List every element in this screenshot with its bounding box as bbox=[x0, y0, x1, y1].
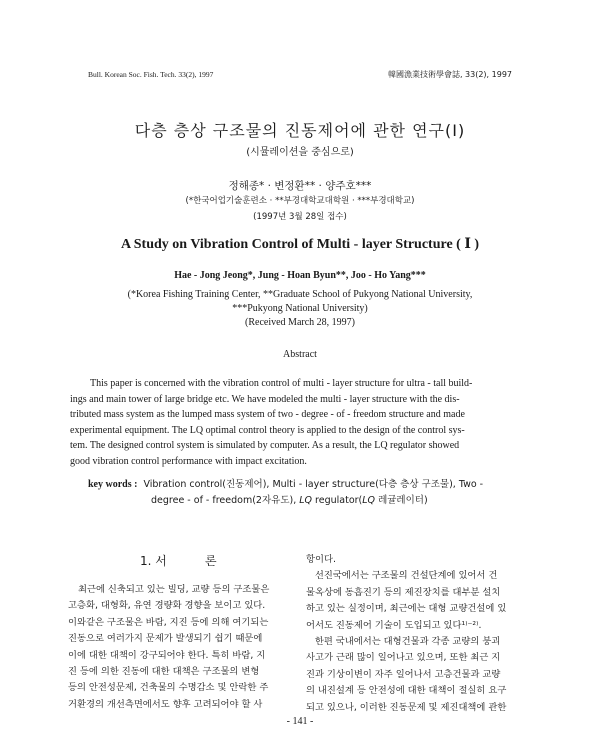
keywords-text: degree - of - freedom(2자유도), bbox=[151, 495, 300, 506]
keywords-line1 bbox=[88, 476, 483, 490]
korean-received: (1997년 3월 28일 접수) bbox=[253, 212, 347, 222]
body-line: 진동으로 여러가지 문제가 발생되기 쉽기 때문에 bbox=[68, 633, 263, 645]
body-line: 등의 안전성문제, 건축물의 수명감소 및 안락한 주 bbox=[68, 682, 269, 694]
abstract-line: tem. The designed control system is simulated by computer. As a result, the LQ regulator showed bbox=[70, 440, 460, 451]
korean-authors: 정해종* · 변정환** · 양주호*** bbox=[228, 180, 372, 192]
keywords-label: key words : bbox=[88, 479, 138, 490]
keywords-italic: LQ bbox=[362, 495, 376, 506]
keywords-italic: LQ bbox=[299, 495, 313, 506]
english-received: (Received March 28, 1997) bbox=[245, 317, 355, 328]
abstract-line: tributed mass system as the lumped mass system of two - degree - of - freedom structure and made bbox=[70, 409, 465, 420]
keywords-text: regulator( bbox=[312, 495, 363, 506]
body-line: 선진국에서는 구조물의 건설단계에 있어서 건 bbox=[306, 570, 498, 582]
abstract-heading: Abstract bbox=[283, 349, 317, 360]
body-line: 의 내진설계 등 안전성에 대한 대책이 절실히 요구 bbox=[306, 685, 507, 697]
section-heading: 1. 서 론 bbox=[140, 554, 217, 568]
english-authors: Hae - Jong Jeong*, Jung - Hoan Byun**, Joo - Ho Yang*** bbox=[174, 270, 426, 281]
body-line: 되고 있으나, 이러한 진동문제 및 제진대책에 관한 bbox=[306, 701, 507, 713]
body-line: 어서도 진동제어 기술이 도입되고 있다¹⁾⁻²⁾. bbox=[306, 619, 482, 631]
abstract-body bbox=[70, 376, 520, 469]
body-line: 한편 국내에서는 대형건물과 각종 교량의 붕괴 bbox=[306, 636, 501, 648]
korean-subtitle: (시뮬레이션을 중심으로) bbox=[246, 147, 354, 158]
abstract-line: This paper is concerned with the vibration control of multi - layer structure for ultra - tall build- bbox=[90, 378, 473, 389]
abstract-line: experimental equipment. The LQ optimal control theory is applied to the design of the control sys- bbox=[70, 424, 465, 436]
left-column bbox=[68, 582, 292, 713]
keywords-text: Vibration control(진동제어), Multi - layer structure(다층 층상 구조물), Two - bbox=[143, 479, 484, 490]
english-affiliation-line1: (*Korea Fishing Training Center, **Graduate School of Pukyong National University, bbox=[127, 289, 473, 300]
keywords-line2 bbox=[151, 492, 428, 506]
journal-header-left: Bull. Korean Soc. Fish. Tech. 33(2), 1997 bbox=[88, 70, 214, 79]
body-line: 이와같은 구조물은 바람, 지진 등에 의해 여기되는 bbox=[68, 616, 269, 628]
korean-affiliations: (*한국어업기술훈련소 · **부경대학교대학원 · ***부경대학교) bbox=[185, 196, 415, 206]
body-line: 항이다. bbox=[306, 554, 336, 565]
english-title: A Study on Vibration Control of Multi - layer Structure ( Ⅰ ) bbox=[120, 237, 480, 252]
journal-header-right: 韓國漁業技術學會誌, 33(2), 1997 bbox=[387, 70, 512, 79]
body-line: 하고 있는 실정이며, 최근에는 대형 교량건설에 있 bbox=[306, 603, 507, 615]
body-line: 최근에 신축되고 있는 빌딩, 교량 등의 구조물은 bbox=[78, 584, 270, 595]
body-line: 이에 대한 대책이 강구되어야 한다. 특히 바람, 지 bbox=[68, 649, 266, 661]
abstract-line: good vibration control performance with impact excitation. bbox=[70, 455, 307, 467]
english-affiliation-line2: ***Pukyong National University) bbox=[232, 303, 368, 314]
body-line: 거환경의 개선측면에서도 향후 고려되어야 할 사 bbox=[68, 698, 263, 710]
page-number: - 141 - bbox=[286, 716, 314, 727]
body-line: 사고가 근래 많이 일어나고 있으며, 또한 최근 지 bbox=[306, 652, 501, 664]
keywords-text: 레귤레이터) bbox=[375, 495, 428, 506]
body-line: 진 등에 의한 진동에 대한 대책은 구조물의 변형 bbox=[68, 666, 260, 678]
body-line: 진과 기상이변이 자주 일어나서 고층건물과 교량 bbox=[306, 668, 501, 680]
abstract-line: ings and main tower of large bridge etc. We have modeled the multi - layer structure with the dis- bbox=[70, 393, 460, 405]
right-column bbox=[306, 552, 534, 716]
body-line: 물옥상에 동흡진기 등의 제진장치를 대부분 설치 bbox=[306, 586, 501, 598]
body-line: 고층화, 대형화, 유연 경량화 경향을 보이고 있다. bbox=[68, 600, 266, 612]
korean-title: 다층 층상 구조물의 진동제어에 관한 연구(Ⅰ) bbox=[134, 121, 466, 140]
